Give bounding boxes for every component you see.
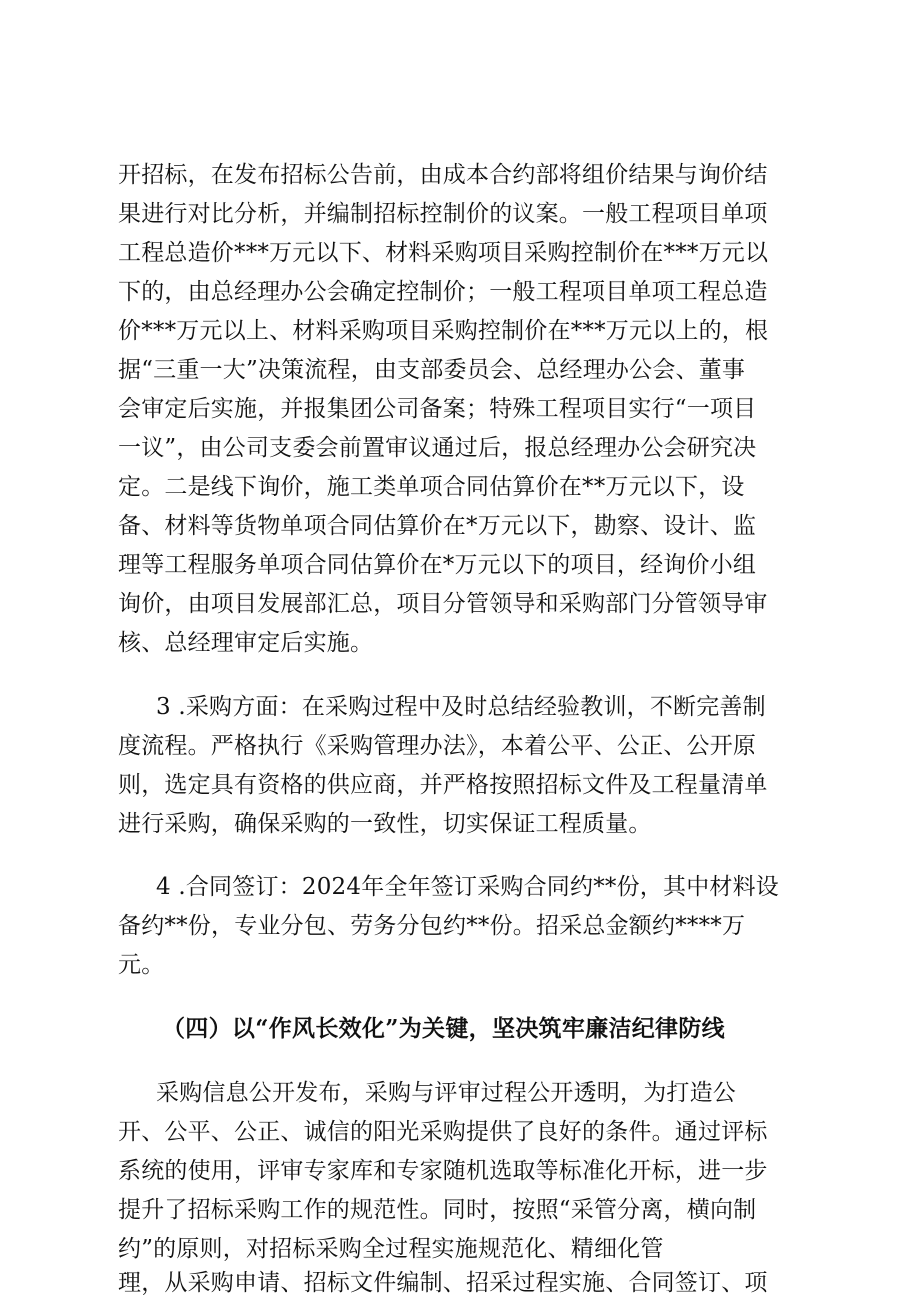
text-line: 理，从采购申请、招标文件编制、招采过程实施、合同签订、项: [118, 1270, 768, 1296]
text-line: 定。二是线下询价，施工类单项合同估算价在**万元以下，设: [118, 474, 745, 500]
text-line: 下的，由总经理办公会确定控制价；一般工程项目单项工程总造: [118, 279, 768, 305]
text-line: 备、材料等货物单项合同估算价在*万元以下，勘察、设计、监: [118, 513, 757, 539]
text-line: 备约**份，专业分包、劳务分包约**份。招采总金额约****万: [118, 913, 746, 939]
text-line: 工程总造价***万元以下、材料采购项目采购控制价在***万元以: [118, 240, 769, 266]
text-line: 会审定后实施，并报集团公司备案；特殊工程项目实行“一项目: [118, 396, 757, 422]
text-line: 开、公平、公正、诚信的阳光采购提供了良好的条件。通过评标: [118, 1119, 768, 1145]
text-line: 度流程。严格执行《采购管理办法》，本着公平、公正、公开原: [118, 733, 757, 759]
text-line: 系统的使用，评审专家库和专家随机选取等标准化开标，进一步: [118, 1158, 768, 1184]
text-line: 进行采购，确保采购的一致性，切实保证工程质量。: [118, 811, 652, 837]
text-line: 开招标，在发布招标公告前，由成本合约部将组价结果与询价结: [118, 162, 768, 188]
text-line: 4 .合同签订：2024年全年签订采购合同约**份，其中材料设: [156, 874, 779, 900]
text-line: 提升了招标采购工作的规范性。同时，按照“采管分离，横向制: [118, 1197, 757, 1223]
text-line: 价***万元以上、材料采购项目采购控制价在***万元以上的，根: [118, 318, 769, 344]
section-heading: （四）以“作风长效化”为关键，坚决筑牢廉洁纪律防线: [162, 1015, 725, 1042]
text-line: 据“三重一大”决策流程，由支部委员会、总经理办公会、董事: [118, 357, 746, 383]
text-line: 则，选定具有资格的供应商，并严格按照招标文件及工程量清单: [118, 772, 768, 798]
text-line: 元。: [118, 952, 165, 978]
text-line: 核、总经理审定后实施。: [118, 630, 374, 656]
text-line: 询价，由项目发展部汇总，项目分管领导和采购部门分管领导审: [118, 591, 768, 617]
text-line: 一议”，由公司支委会前置审议通过后，报总经理办公会研究决: [118, 435, 757, 461]
text-line: 3 .采购方面：在采购过程中及时总结经验教训，不断完善制: [156, 694, 766, 720]
text-line: 采购信息公开发布，采购与评审过程公开透明，为打造公: [156, 1080, 736, 1106]
text-line: 约”的原则，对招标采购全过程实施规范化、精细化管: [118, 1236, 664, 1262]
text-line: 果进行对比分析，并编制招标控制价的议案。一般工程项目单项: [118, 201, 768, 227]
text-line: 理等工程服务单项合同估算价在*万元以下的项目，经询价小组: [118, 552, 757, 578]
